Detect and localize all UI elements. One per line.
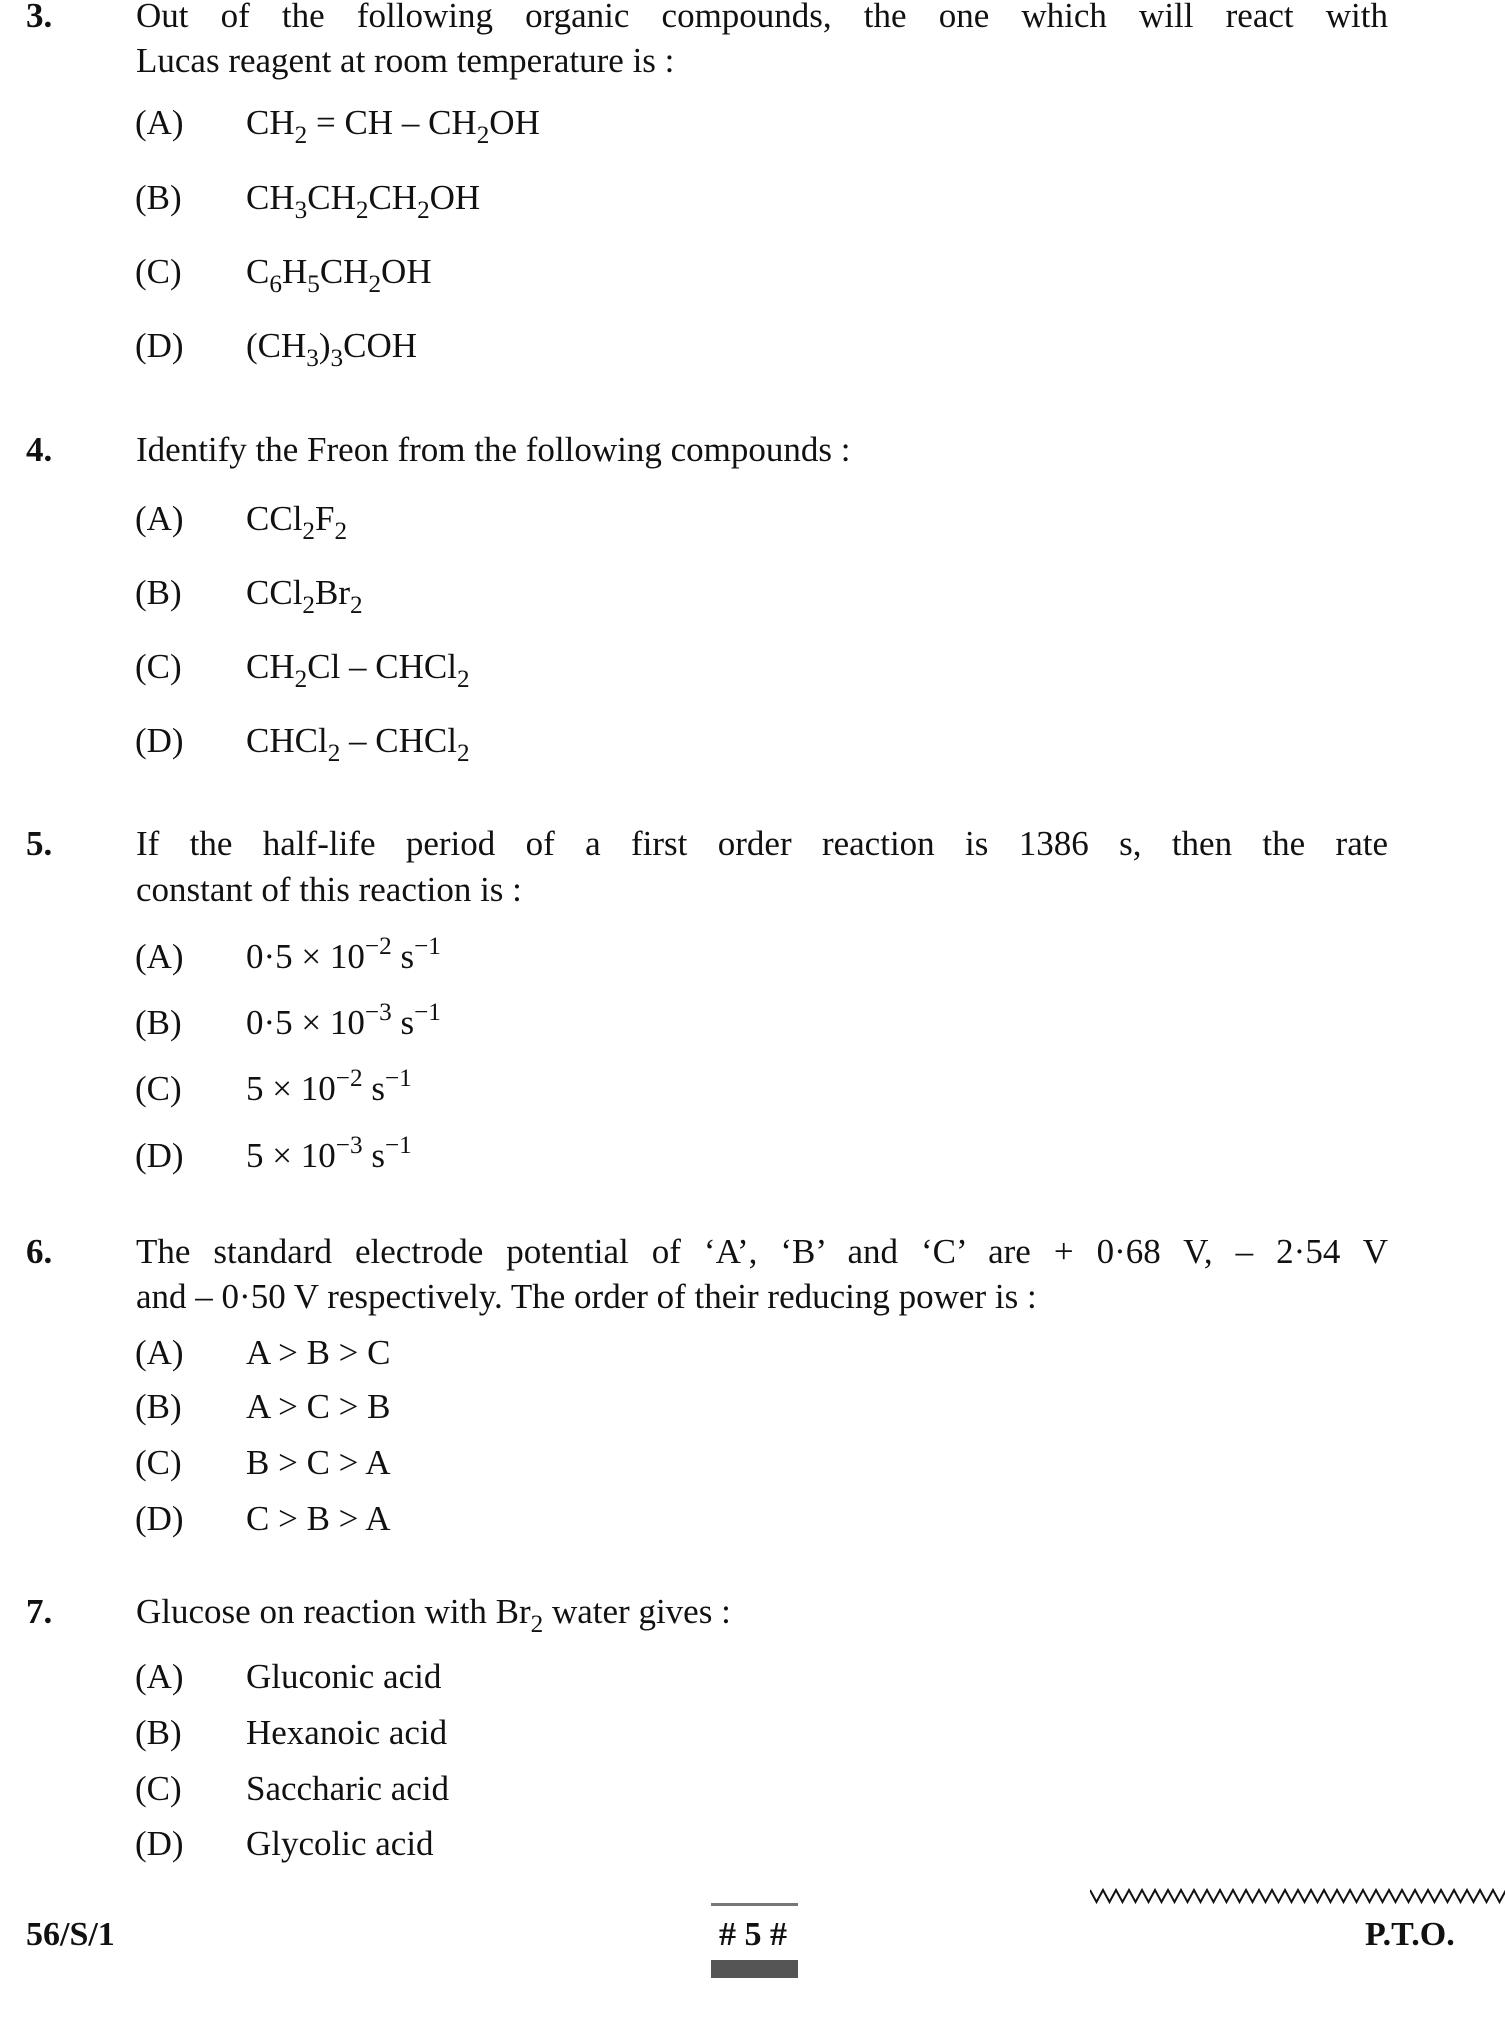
option-label: (D) [135,721,184,760]
option-text: Glycolic acid [246,1824,434,1863]
question-text: The standard electrode potential of ‘A’, ‘B’ and ‘C’ are + 0·68 V, – 2·54 V [136,1232,1388,1271]
option-text: $5 \times 10^{-3}$ $s^{-1}$ [246,1132,412,1175]
question-number: 6. [26,1232,53,1271]
option-text: $CH_2Cl$ – CHCl$_2$ [246,647,470,693]
option-label: (C) [135,647,182,686]
option-text: $0\cdot 5 \times 10^{-3}$ $s^{-1}$ [246,999,441,1042]
option-label: (B) [135,1003,182,1042]
question-text: Glucose on reaction with $Br_2$ water gives : [136,1592,731,1638]
question-text: constant of this reaction is : [136,870,522,909]
option-text: B > C > A [246,1443,391,1482]
page-number: # 5 # [719,1916,787,1953]
option-label: (B) [135,1713,182,1752]
option-text: Gluconic acid [246,1657,442,1696]
option-label: (B) [135,573,182,612]
question-number: 4. [26,430,53,469]
option-label: (D) [135,1824,184,1863]
option-text: A > C > B [246,1387,391,1426]
option-label: (C) [135,252,182,291]
option-text: Hexanoic acid [246,1713,448,1752]
paper-code: 56/S/1 [26,1916,115,1953]
wavy-line-decoration [1090,1884,1505,1908]
question-number: 3. [26,0,53,35]
option-label: (D) [135,1499,184,1538]
page-number-bar [711,1903,798,1906]
question-text: If the half-life period of a first order reaction is 1386 s, then the rate [136,824,1388,863]
option-text: C > B > A [246,1499,391,1538]
option-label: (A) [135,499,184,538]
option-text: $(CH_3)_3COH$ [246,326,418,372]
option-label: (A) [135,1657,184,1696]
option-text: $C_6H_5CH_2OH$ [246,252,432,298]
option-label: (A) [135,1333,184,1372]
question-text: Out of the following organic compounds, the one which will react with [136,0,1388,35]
option-label: (A) [135,103,184,142]
option-text: CHCl$_2$ – CHCl$_2$ [246,721,470,767]
option-text: $0\cdot 5 \times 10^{-2}$ $s^{-1}$ [246,933,441,976]
option-label: (B) [135,178,182,217]
option-label: (D) [135,326,184,365]
option-label: (C) [135,1769,182,1808]
question-text: Identify the Freon from the following compounds : [136,430,851,469]
option-label: (A) [135,937,184,976]
question-number: 7. [26,1592,53,1631]
option-text: $5 \times 10^{-2}$ $s^{-1}$ [246,1065,412,1108]
question-text: Lucas reagent at room temperature is : [136,41,675,80]
option-label: (C) [135,1443,182,1482]
option-text: $CH_2$ = CH – $CH_2OH$ [246,103,540,149]
option-label: (B) [135,1387,182,1426]
option-label: (C) [135,1069,182,1108]
question-text: and – 0·50 V respectively. The order of their reducing power is : [136,1277,1037,1316]
question-number: 5. [26,824,53,863]
option-text: Saccharic acid [246,1769,450,1808]
please-turn-over: P.T.O. [1365,1916,1455,1953]
option-text: $CH_3CH_2CH_2OH$ [246,178,481,224]
option-text: A > B > C [246,1333,391,1372]
option-text: $CCl_2Br_2$ [246,573,363,619]
option-label: (D) [135,1136,184,1175]
option-text: $CCl_2F_2$ [246,499,348,545]
page-number-box [711,1960,798,1978]
